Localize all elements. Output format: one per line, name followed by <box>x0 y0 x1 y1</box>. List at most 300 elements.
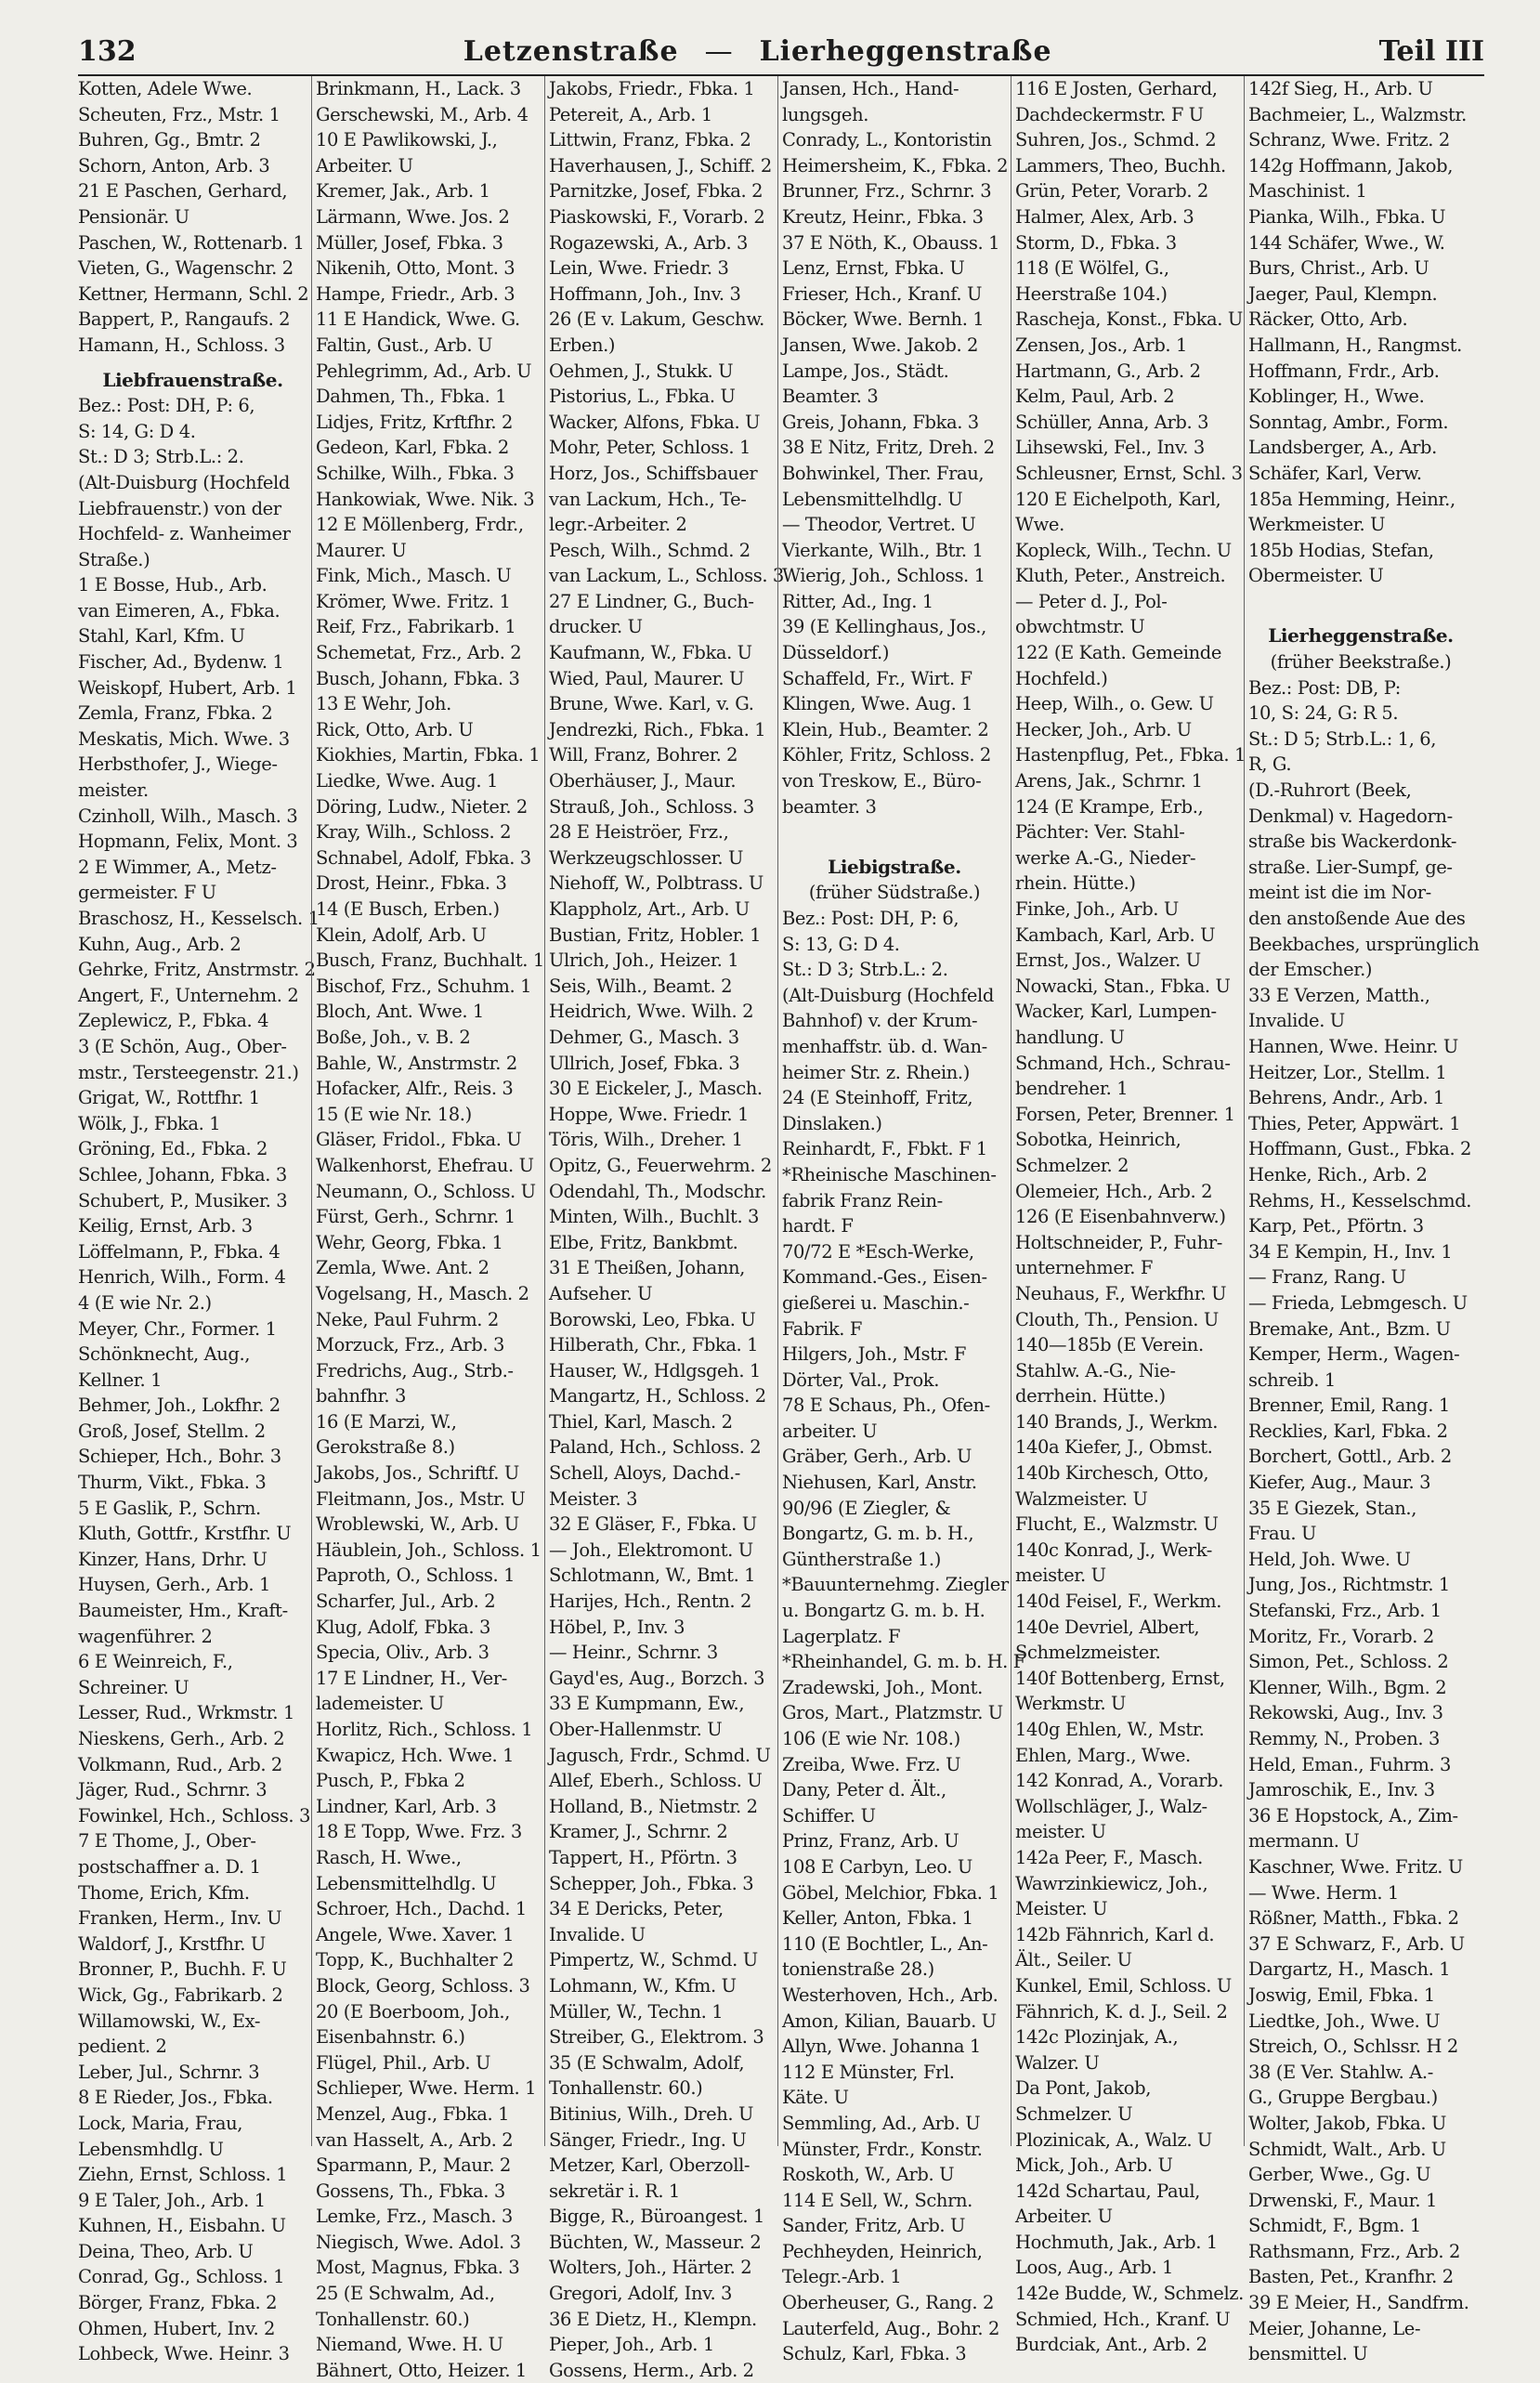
directory-entry: Streich, O., Schlssr. H 2 <box>1248 2036 1458 2058</box>
directory-entry: Hilgers, Joh., Mstr. F <box>782 1343 967 1366</box>
directory-entry: Horlitz, Rich., Schloss. 1 <box>316 1719 533 1740</box>
directory-entry: Dachdeckermstr. F U <box>1015 103 1204 125</box>
directory-entry: Nieskens, Gerh., Arb. 2 <box>78 1728 285 1749</box>
directory-entry: Sander, Fritz, Arb. U <box>782 2215 966 2237</box>
directory-entry: Angert, F., Unternehm. 2 <box>78 984 299 1006</box>
directory-entry: 2 E Wimmer, A., Metz- <box>78 856 277 878</box>
directory-entry: Braschosz, H., Kesselsch. 1 <box>78 908 320 929</box>
directory-entry: Walkenhorst, Ehefrau. U <box>316 1154 534 1176</box>
directory-entry: 110 (E Bochtler, L., An- <box>782 1932 988 1955</box>
directory-entry: Meister. 3 <box>549 1487 638 1510</box>
directory-entry: Buhren, Gg., Bmtr. 2 <box>78 129 261 151</box>
directory-entry: Pieper, Joh., Arb. 1 <box>549 2334 714 2356</box>
directory-entry: Ohmen, Hubert, Inv. 2 <box>78 2317 276 2339</box>
directory-entry: Borowski, Leo, Fbka. U <box>549 1308 756 1330</box>
directory-entry: Scharfer, Jul., Arb. 2 <box>316 1591 496 1613</box>
directory-entry: Westerhoven, Hch., Arb. <box>782 1984 998 2006</box>
directory-entry: Bremake, Ant., Bzm. U <box>1248 1317 1451 1340</box>
directory-entry: — Peter d. J., Pol- <box>1015 590 1168 612</box>
directory-entry: Schreiner. U <box>78 1676 189 1698</box>
directory-entry: Niehoff, W., Polbtrass. U <box>549 872 763 895</box>
directory-entry: Klug, Adolf, Fbka. 3 <box>316 1616 490 1638</box>
directory-entry: Meskatis, Mich. Wwe. 3 <box>78 727 290 750</box>
directory-entry: 142e Budde, W., Schmelz. <box>1015 2283 1244 2305</box>
directory-entry: (früher Beekstraße.) <box>1270 651 1452 674</box>
directory-entry: Wick, Gg., Fabrikarb. 2 <box>78 1984 283 2006</box>
directory-entry: 38 (E Ver. Stahlw. A.- <box>1248 2061 1433 2083</box>
directory-entry: Lauterfeld, Aug., Bohr. 2 <box>782 2317 1000 2339</box>
directory-entry: Paproth, O., Schloss. 1 <box>316 1565 516 1587</box>
directory-entry: Erben.) <box>549 334 616 356</box>
directory-entry: Frau. U <box>1248 1523 1317 1545</box>
directory-entry: Kaufmann, W., Fbka. U <box>549 642 752 664</box>
directory-entry: 140c Konrad, J., Werk- <box>1015 1538 1212 1561</box>
directory-entry: Fink, Mich., Masch. U <box>316 565 512 587</box>
page-number: 132 <box>78 35 137 68</box>
directory-entry: 31 E Theißen, Johann, <box>549 1257 745 1279</box>
directory-entry: Suhren, Jos., Schmd. 2 <box>1015 129 1217 151</box>
directory-entry: Lammers, Theo, Buchh. <box>1015 154 1226 177</box>
directory-entry: Gayd'es, Aug., Borzch. 3 <box>549 1667 765 1689</box>
directory-entry: Volkmann, Rud., Arb. 2 <box>78 1753 282 1775</box>
directory-entry: S: 13, G: D 4. <box>782 933 900 955</box>
directory-entry: Arbeiter. U <box>316 154 413 177</box>
directory-entry: 21 E Paschen, Gerhard, <box>78 180 288 203</box>
directory-entry: von Treskow, E., Büro- <box>782 770 982 792</box>
directory-entry: 142f Sieg, H., Arb. U <box>1248 78 1433 99</box>
directory-entry: Flucht, E., Walzmstr. U <box>1015 1513 1219 1536</box>
directory-entry: 15 (E wie Nr. 18.) <box>316 1103 472 1125</box>
directory-entry: Kiokhies, Martin, Fbka. 1 <box>316 744 541 766</box>
directory-entry: St.: D 3; Strb.L.: 2. <box>782 959 948 981</box>
directory-entry: Roskoth, W., Arb. U <box>782 2164 955 2186</box>
directory-column-5 <box>1011 76 1246 2356</box>
directory-entry: 30 E Eickeler, J., Masch. <box>549 1078 763 1100</box>
directory-entry: Parnitzke, Josef, Fbka. 2 <box>549 180 763 203</box>
directory-entry: Topp, K., Buchhalter 2 <box>316 1949 515 1971</box>
street-heading: Liebfrauenstraße. <box>102 368 283 391</box>
directory-entry: Fredrichs, Aug., Strb.- <box>316 1359 514 1381</box>
directory-entry: Seis, Wilh., Beamt. 2 <box>549 975 733 997</box>
directory-entry: Werkmstr. U <box>1015 1693 1127 1715</box>
directory-entry: Werkzeugschlosser. U <box>549 846 744 869</box>
directory-entry: Streiber, G., Elektrom. 3 <box>549 2026 764 2049</box>
directory-entry: Czinholl, Wilh., Masch. 3 <box>78 805 298 827</box>
directory-entry: Pusch, P., Fbka 2 <box>316 1770 465 1792</box>
directory-entry: Plozinicak, A., Walz. U <box>1015 2128 1212 2151</box>
directory-entry: Jaeger, Paul, Klempn. <box>1248 282 1438 305</box>
directory-entry: Hochfeld.) <box>1015 667 1108 689</box>
directory-entry: Kopleck, Wilh., Techn. U <box>1015 539 1232 561</box>
directory-entry: Haverhausen, J., Schiff. 2 <box>549 154 772 177</box>
directory-entry: Block, Georg, Schloss. 3 <box>316 1974 530 1997</box>
directory-entry: Oehmen, J., Stukk. U <box>549 360 734 382</box>
directory-entry: Dehmer, G., Masch. 3 <box>549 1026 739 1048</box>
directory-entry: Harijes, Hch., Rentn. 2 <box>549 1591 752 1613</box>
directory-entry: Häublein, Joh., Schloss. 1 <box>316 1538 542 1561</box>
directory-entry: Lihsewski, Fel., Inv. 3 <box>1015 437 1205 459</box>
directory-entry: Pistorius, L., Fbka. U <box>549 386 736 408</box>
directory-entry: Gehrke, Fritz, Anstrmstr. 2 <box>78 959 316 981</box>
directory-entry: Thome, Erich, Kfm. <box>78 1881 250 1904</box>
directory-entry: Straße.) <box>78 548 150 570</box>
directory-entry: 39 E Meier, H., Sandfrm. <box>1248 2292 1469 2314</box>
directory-entry: Greis, Johann, Fbka. 3 <box>782 411 979 433</box>
directory-entry: Dany, Peter d. Ält., <box>782 1779 946 1801</box>
directory-entry: Vogelsang, H., Masch. 2 <box>316 1282 529 1304</box>
directory-entry: Ernst, Jos., Walzer. U <box>1015 949 1201 972</box>
directory-entry: Ulrich, Joh., Heizer. 1 <box>549 949 739 972</box>
directory-entry: Schnabel, Adolf, Fbka. 3 <box>316 846 531 869</box>
directory-column-2 <box>311 76 544 2381</box>
directory-entry: Lebensmittelhdlg. U <box>782 488 963 510</box>
directory-entry: germeister. F U <box>78 882 216 904</box>
directory-entry: mstr., Tersteegenstr. 21.) <box>78 1061 299 1083</box>
directory-entry: Forsen, Peter, Brenner. 1 <box>1015 1103 1235 1125</box>
directory-entry: den anstoßende Aue des <box>1248 908 1466 929</box>
directory-entry: Hampe, Friedr., Arb. 3 <box>316 282 516 305</box>
directory-entry: Baumeister, Hm., Kraft- <box>78 1600 288 1622</box>
directory-entry: Schranz, Wwe. Fritz. 2 <box>1248 129 1450 151</box>
directory-entry: Gossens, Herm., Arb. 2 <box>549 2359 754 2381</box>
directory-entry: Semmling, Ad., Arb. U <box>782 2112 981 2134</box>
directory-entry: meint ist die im Nor- <box>1248 882 1431 904</box>
directory-entry: Lohmann, W., Kfm. U <box>549 1974 737 1997</box>
directory-entry: Schmidt, F., Bgm. 1 <box>1248 2215 1421 2237</box>
directory-entry: Pesch, Wilh., Schmd. 2 <box>549 539 750 561</box>
directory-entry: Börger, Franz, Fbka. 2 <box>78 2292 278 2314</box>
directory-entry: Wied, Paul, Maurer. U <box>549 667 745 689</box>
directory-entry: Köhler, Fritz, Schloss. 2 <box>782 744 991 766</box>
directory-entry: Drost, Heinr., Fbka. 3 <box>316 872 507 895</box>
directory-entry: Behrens, Andr., Arb. 1 <box>1248 1087 1445 1109</box>
directory-entry: Düsseldorf.) <box>782 642 890 664</box>
directory-entry: Niemand, Wwe. H. U <box>316 2334 503 2356</box>
directory-entry: Bähnert, Otto, Heizer. 1 <box>316 2359 527 2381</box>
directory-entry: 8 E Rieder, Jos., Fbka. <box>78 2087 273 2109</box>
directory-entry: 4 (E wie Nr. 2.) <box>78 1291 212 1314</box>
directory-entry: Schönknecht, Aug., <box>78 1343 251 1366</box>
directory-entry: Pächter: Ver. Stahl- <box>1015 821 1185 844</box>
directory-entry: Burs, Christ., Arb. U <box>1248 257 1429 280</box>
directory-entry: Gregori, Adolf, Inv. 3 <box>549 2283 733 2305</box>
directory-entry: G., Gruppe Bergbau.) <box>1248 2087 1438 2109</box>
directory-entry: 28 E Heiströer, Frz., <box>549 821 729 844</box>
directory-entry: Neke, Paul Fuhrm. 2 <box>316 1308 499 1330</box>
directory-entry: — Frieda, Lebmgesch. U <box>1248 1291 1468 1314</box>
directory-entry: 7 E Thome, J., Ober- <box>78 1830 256 1853</box>
directory-entry: Brinkmann, H., Lack. 3 <box>316 78 521 99</box>
directory-entry: Tappert, H., Pförtn. 3 <box>549 1846 737 1868</box>
directory-entry: (D.-Ruhrort (Beek, <box>1248 779 1412 802</box>
directory-entry: Strauß, Joh., Schloss. 3 <box>549 795 754 818</box>
directory-entry: Liedke, Wwe. Aug. 1 <box>316 770 498 792</box>
directory-entry: postschaffner a. D. 1 <box>78 1855 261 1878</box>
directory-entry: Lebensmittelhdlg. U <box>316 1872 497 1894</box>
part-label: Teil III <box>1378 35 1484 68</box>
directory-entry: Groß, Josef, Stellm. 2 <box>78 1420 266 1442</box>
directory-entry: Henke, Rich., Arb. 2 <box>1248 1163 1428 1185</box>
directory-entry: Lemke, Frz., Masch. 3 <box>316 2206 513 2228</box>
directory-entry: Hoppe, Wwe. Friedr. 1 <box>549 1103 750 1125</box>
directory-entry: Eisenbahnstr. 6.) <box>316 2026 465 2049</box>
directory-entry: 24 (E Steinhoff, Fritz, <box>782 1087 973 1109</box>
directory-entry: 12 E Möllenberg, Frdr., <box>316 514 524 536</box>
directory-entry: 38 E Nitz, Fritz, Dreh. 2 <box>782 437 995 459</box>
directory-entry: Sonntag, Ambr., Form. <box>1248 411 1449 433</box>
directory-entry: arbeiter. U <box>782 1420 878 1442</box>
directory-entry: Hallmann, H., Rangmst. <box>1248 334 1462 356</box>
directory-entry: Remmy, N., Proben. 3 <box>1248 1728 1441 1749</box>
directory-entry: 36 E Dietz, H., Klempn. <box>549 2308 757 2330</box>
directory-entry: Meister. U <box>1015 1898 1108 1920</box>
directory-entry: Schmelzer. U <box>1015 2102 1133 2125</box>
directory-entry: Gröning, Ed., Fbka. 2 <box>78 1138 268 1160</box>
directory-entry: Heerstraße 104.) <box>1015 282 1168 305</box>
directory-entry: Will, Franz, Bohrer. 2 <box>549 744 738 766</box>
directory-entry: Vieten, G., Wagenschr. 2 <box>78 257 294 280</box>
directory-entry: Lohbeck, Wwe. Heinr. 3 <box>78 2343 290 2365</box>
directory-entry: Wehr, Georg, Fbka. 1 <box>316 1231 503 1253</box>
directory-entry: Holtschneider, P., Fuhr- <box>1015 1231 1222 1253</box>
directory-entry: Hoffmann, Frdr., Arb. <box>1248 360 1440 382</box>
directory-entry: van Hasselt, A., Arb. 2 <box>316 2128 514 2151</box>
directory-entry: beamter. 3 <box>782 795 877 818</box>
directory-entry: Liebfrauenstr.) von der <box>78 497 281 519</box>
directory-entry: Kommand.-Ges., Eisen- <box>782 1266 987 1289</box>
directory-entry: Hilberath, Chr., Fbka. 1 <box>549 1334 759 1356</box>
directory-entry: Stefanski, Frz., Arb. 1 <box>1248 1600 1442 1622</box>
directory-entry: 78 E Schaus, Ph., Ofen- <box>782 1394 990 1417</box>
directory-entry: (Alt-Duisburg (Hochfeld <box>78 471 290 493</box>
directory-entry: — Heinr., Schrnr. 3 <box>549 1642 718 1664</box>
directory-columns <box>78 76 1484 2381</box>
directory-entry: Brune, Wwe. Karl, v. G. <box>549 693 754 715</box>
directory-entry: Stahlw. A.-G., Nie- <box>1015 1359 1176 1381</box>
directory-entry: Landsberger, A., Arb. <box>1248 437 1437 459</box>
directory-entry: Jansen, Hch., Hand- <box>782 78 959 99</box>
directory-entry: Bigge, R., Büroangest. 1 <box>549 2206 764 2228</box>
directory-entry: 144 Schäfer, Wwe., W. <box>1248 231 1445 254</box>
directory-entry: 108 E Carbyn, Leo. U <box>782 1855 972 1878</box>
directory-entry: Fähnrich, K. d. J., Seil. 2 <box>1015 2000 1228 2023</box>
directory-entry: Schleusner, Ernst, Schl. 3 <box>1015 462 1243 484</box>
directory-entry: Niehusen, Karl, Anstr. <box>782 1472 977 1494</box>
directory-entry: menhaffstr. üb. d. Wan- <box>782 1035 987 1057</box>
directory-entry: Bohwinkel, Ther. Frau, <box>782 462 985 484</box>
street-range-start: Letzenstraße <box>463 35 679 68</box>
directory-entry: Wolter, Jakob, Fbka. U <box>1248 2112 1447 2134</box>
directory-entry: 142g Hoffmann, Jakob, <box>1248 154 1453 177</box>
directory-entry: Pehlegrimm, Ad., Arb. U <box>316 360 532 382</box>
directory-entry: Wierig, Joh., Schloss. 1 <box>782 565 985 587</box>
directory-entry: Bitinius, Wilh., Dreh. U <box>549 2102 754 2125</box>
directory-entry: 140—185b (E Verein. <box>1015 1334 1204 1356</box>
directory-entry: Allyn, Wwe. Johanna 1 <box>782 2036 981 2058</box>
directory-entry: Pechheyden, Heinrich, <box>782 2240 983 2262</box>
directory-entry: 140d Feisel, F., Werkm. <box>1015 1591 1222 1613</box>
directory-entry: Mick, Joh., Arb. U <box>1015 2154 1173 2177</box>
directory-entry: Da Pont, Jakob, <box>1015 2077 1152 2100</box>
title-separator: — <box>704 35 734 68</box>
directory-entry: *Bauunternehmg. Ziegler <box>782 1574 1009 1596</box>
directory-entry: 142b Fähnrich, Karl d. <box>1015 1923 1215 1945</box>
directory-entry: Beekbaches, ursprünglich <box>1248 933 1480 955</box>
directory-entry: der Emscher.) <box>1248 959 1373 981</box>
directory-entry: Opitz, G., Feuerwehrm. 2 <box>549 1154 772 1176</box>
directory-entry: R, G. <box>1248 753 1292 776</box>
directory-entry: Höbel, P., Inv. 3 <box>549 1616 685 1638</box>
directory-entry: heimer Str. z. Rhein.) <box>782 1061 970 1083</box>
directory-entry: meister. U <box>1015 1565 1106 1587</box>
directory-entry: 33 E Kumpmann, Ew., <box>549 1693 745 1715</box>
directory-entry: Vierkante, Wilh., Btr. 1 <box>782 539 984 561</box>
directory-entry: Ober-Hallenmstr. U <box>549 1719 723 1740</box>
directory-entry: Elbe, Fritz, Bankbmt. <box>549 1231 738 1253</box>
directory-entry: meister. U <box>1015 1821 1106 1843</box>
directory-entry: 26 (E v. Lakum, Geschw. <box>549 308 764 331</box>
directory-entry: Koblinger, H., Wwe. <box>1248 386 1425 408</box>
page-title <box>463 35 1052 68</box>
directory-entry: Jamroschik, E., Inv. 3 <box>1248 1779 1435 1801</box>
directory-entry: Dahmen, Th., Fbka. 1 <box>316 386 507 408</box>
directory-entry: 27 E Lindner, G., Buch- <box>549 590 754 612</box>
directory-entry: Wroblewski, W., Arb. U <box>316 1513 519 1536</box>
directory-entry: Rick, Otto, Arb. U <box>316 718 474 740</box>
directory-entry: 1 E Bosse, Hub., Arb. <box>78 574 268 596</box>
directory-entry: 32 E Gläser, F., Fbka. U <box>549 1513 757 1536</box>
directory-entry: Mangartz, H., Schloss. 2 <box>549 1385 766 1408</box>
directory-entry: Müller, W., Techn. 1 <box>549 2000 724 2023</box>
directory-entry: Schell, Aloys, Dachd.- <box>549 1462 740 1485</box>
directory-entry <box>1248 589 1473 615</box>
directory-entry: Pimpertz, W., Schmd. U <box>549 1949 758 1971</box>
directory-entry: 33 E Verzen, Matth., <box>1248 984 1430 1006</box>
directory-entry: Conrad, Gg., Schloss. 1 <box>78 2266 285 2288</box>
directory-entry: Schiffer. U <box>782 1804 876 1827</box>
directory-entry: 140g Ehlen, W., Mstr. <box>1015 1719 1205 1740</box>
directory-entry: Thurm, Vikt., Fbka. 3 <box>78 1472 267 1494</box>
directory-entry: bensmittel. U <box>1248 2343 1368 2365</box>
directory-entry: Frieser, Hch., Kranf. U <box>782 282 983 305</box>
directory-entry: Kramer, J., Schrnr. 2 <box>549 1821 728 1843</box>
directory-entry: Maurer. U <box>316 539 407 561</box>
directory-entry: Deina, Theo, Arb. U <box>78 2240 254 2262</box>
directory-entry: Mohr, Peter, Schloss. 1 <box>549 437 751 459</box>
directory-entry: Petereit, A., Arb. 1 <box>549 103 712 125</box>
directory-entry: 13 E Wehr, Joh. <box>316 693 451 715</box>
directory-entry: Nowacki, Stan., Fbka. U <box>1015 975 1231 997</box>
directory-entry: Prinz, Franz, Arb. U <box>782 1830 959 1853</box>
directory-entry: Kellner. 1 <box>78 1368 163 1391</box>
directory-entry: Invalide. U <box>1248 1010 1345 1032</box>
directory-entry: Gedeon, Karl, Fbka. 2 <box>316 437 509 459</box>
directory-entry: hardt. F <box>782 1215 854 1237</box>
directory-entry: Fowinkel, Hch., Schloss. 3 <box>78 1804 310 1827</box>
directory-entry: Most, Magnus, Fbka. 3 <box>316 2257 520 2279</box>
directory-entry: Wolters, Joh., Härter. 2 <box>549 2257 752 2279</box>
directory-entry: Meyer, Chr., Former. 1 <box>78 1317 277 1340</box>
directory-entry: St.: D 3; Strb.L.: 2. <box>78 446 244 468</box>
directory-entry: 20 (E Boerboom, Joh., <box>316 2000 510 2023</box>
directory-entry: Zensen, Jos., Arb. 1 <box>1015 334 1188 356</box>
directory-entry: Franken, Herm., Inv. U <box>78 1907 282 1930</box>
directory-entry: Kuhnen, H., Eisbahn. U <box>78 2215 286 2237</box>
directory-entry: Fabrik. F <box>782 1317 863 1340</box>
directory-entry: werke A.-G., Nieder- <box>1015 846 1196 869</box>
directory-entry: Hochmuth, Jak., Arb. 1 <box>1015 2231 1218 2253</box>
directory-entry: Borchert, Gottl., Arb. 2 <box>1248 1446 1452 1468</box>
directory-entry: Bongartz, G. m. b. H., <box>782 1523 974 1545</box>
directory-entry: 11 E Handick, Wwe. G. <box>316 308 520 331</box>
directory-entry: Heitzer, Lor., Stellm. 1 <box>1248 1061 1447 1083</box>
directory-entry: Drwenski, F., Maur. 1 <box>1248 2189 1438 2211</box>
directory-entry: Schorn, Anton, Arb. 3 <box>78 154 270 177</box>
directory-entry: Schlee, Johann, Fbka. 3 <box>78 1163 287 1185</box>
directory-entry: obwchtmstr. U <box>1015 616 1145 638</box>
directory-entry: Lein, Wwe. Friedr. 3 <box>549 257 729 280</box>
directory-entry: Behmer, Joh., Lokfhr. 2 <box>78 1394 281 1417</box>
directory-entry: Karp, Pet., Pförtn. 3 <box>1248 1215 1424 1237</box>
directory-entry: Wacker, Alfons, Fbka. U <box>549 411 761 433</box>
directory-entry: Horz, Jos., Schiffsbauer <box>549 462 758 484</box>
directory-entry: meister. <box>78 779 149 802</box>
directory-entry: sekretär i. R. 1 <box>549 2180 680 2202</box>
directory-entry: Klein, Hub., Beamter. 2 <box>782 718 989 740</box>
directory-entry: Tonhallenstr. 60.) <box>316 2308 470 2330</box>
directory-entry: 39 (E Kellinghaus, Jos., <box>782 616 986 638</box>
directory-entry: 5 E Gaslik, P., Schrn. <box>78 1497 261 1519</box>
directory-entry: Neuhaus, F., Werkfhr. U <box>1015 1282 1227 1304</box>
directory-entry: van Lackum, L., Schloss. 3 <box>549 565 784 587</box>
directory-entry: 106 (E wie Nr. 108.) <box>782 1728 960 1749</box>
directory-entry: Hastenpflug, Pet., Fbka. 1 <box>1015 744 1246 766</box>
directory-entry: 142c Plozinjak, A., <box>1015 2026 1179 2049</box>
directory-entry <box>782 819 1007 845</box>
directory-entry: Schemetat, Frz., Arb. 2 <box>316 642 522 664</box>
directory-entry: tonienstraße 28.) <box>782 1958 934 1981</box>
directory-entry: Busch, Franz, Buchhalt. 1 <box>316 949 544 972</box>
directory-entry: Reinhardt, F., Fbkt. F 1 <box>782 1138 987 1160</box>
directory-entry: Henrich, Wilh., Form. 4 <box>78 1266 286 1289</box>
directory-entry: Wawrzinkiewicz, Joh., <box>1015 1872 1208 1894</box>
directory-entry: Olemeier, Hch., Arb. 2 <box>1015 1180 1213 1202</box>
directory-entry: Heep, Wilh., o. Gew. U <box>1015 693 1214 715</box>
directory-entry: 140b Kirchesch, Otto, <box>1015 1462 1209 1485</box>
directory-entry: 120 E Eichelpoth, Karl, <box>1015 488 1221 510</box>
directory-entry: straße bis Wackerdonk- <box>1248 831 1457 853</box>
directory-entry: 140e Devriel, Albert, <box>1015 1616 1200 1638</box>
directory-entry: Halmer, Alex, Arb. 3 <box>1015 205 1194 228</box>
directory-entry: Ehlen, Marg., Wwe. <box>1015 1744 1191 1766</box>
directory-entry: Hecker, Joh., Arb. U <box>1015 718 1192 740</box>
directory-entry: Dinslaken.) <box>782 1112 882 1134</box>
directory-entry: Littwin, Franz, Fbka. 2 <box>549 129 751 151</box>
directory-entry: Böcker, Wwe. Bernh. 1 <box>782 308 985 331</box>
directory-entry: Schepper, Joh., Fbka. 3 <box>549 1872 754 1894</box>
directory-entry: fabrik Franz Rein- <box>782 1189 943 1211</box>
directory-column-6 <box>1244 76 1480 2365</box>
directory-column-3 <box>544 76 784 2381</box>
directory-entry: Herbsthofer, J., Wiege- <box>78 753 278 776</box>
directory-entry: Held, Eman., Fuhrm. 3 <box>1248 1753 1452 1775</box>
directory-entry: Schaffeld, Fr., Wirt. F <box>782 667 972 689</box>
directory-entry: Hochfeld- z. Wanheimer <box>78 523 291 545</box>
directory-entry: pedient. 2 <box>78 2036 167 2058</box>
directory-entry: Morzuck, Frz., Arb. 3 <box>316 1334 505 1356</box>
street-heading: Lierheggenstraße. <box>1268 624 1454 648</box>
directory-entry: Schilke, Wilh., Fbka. 3 <box>316 462 515 484</box>
